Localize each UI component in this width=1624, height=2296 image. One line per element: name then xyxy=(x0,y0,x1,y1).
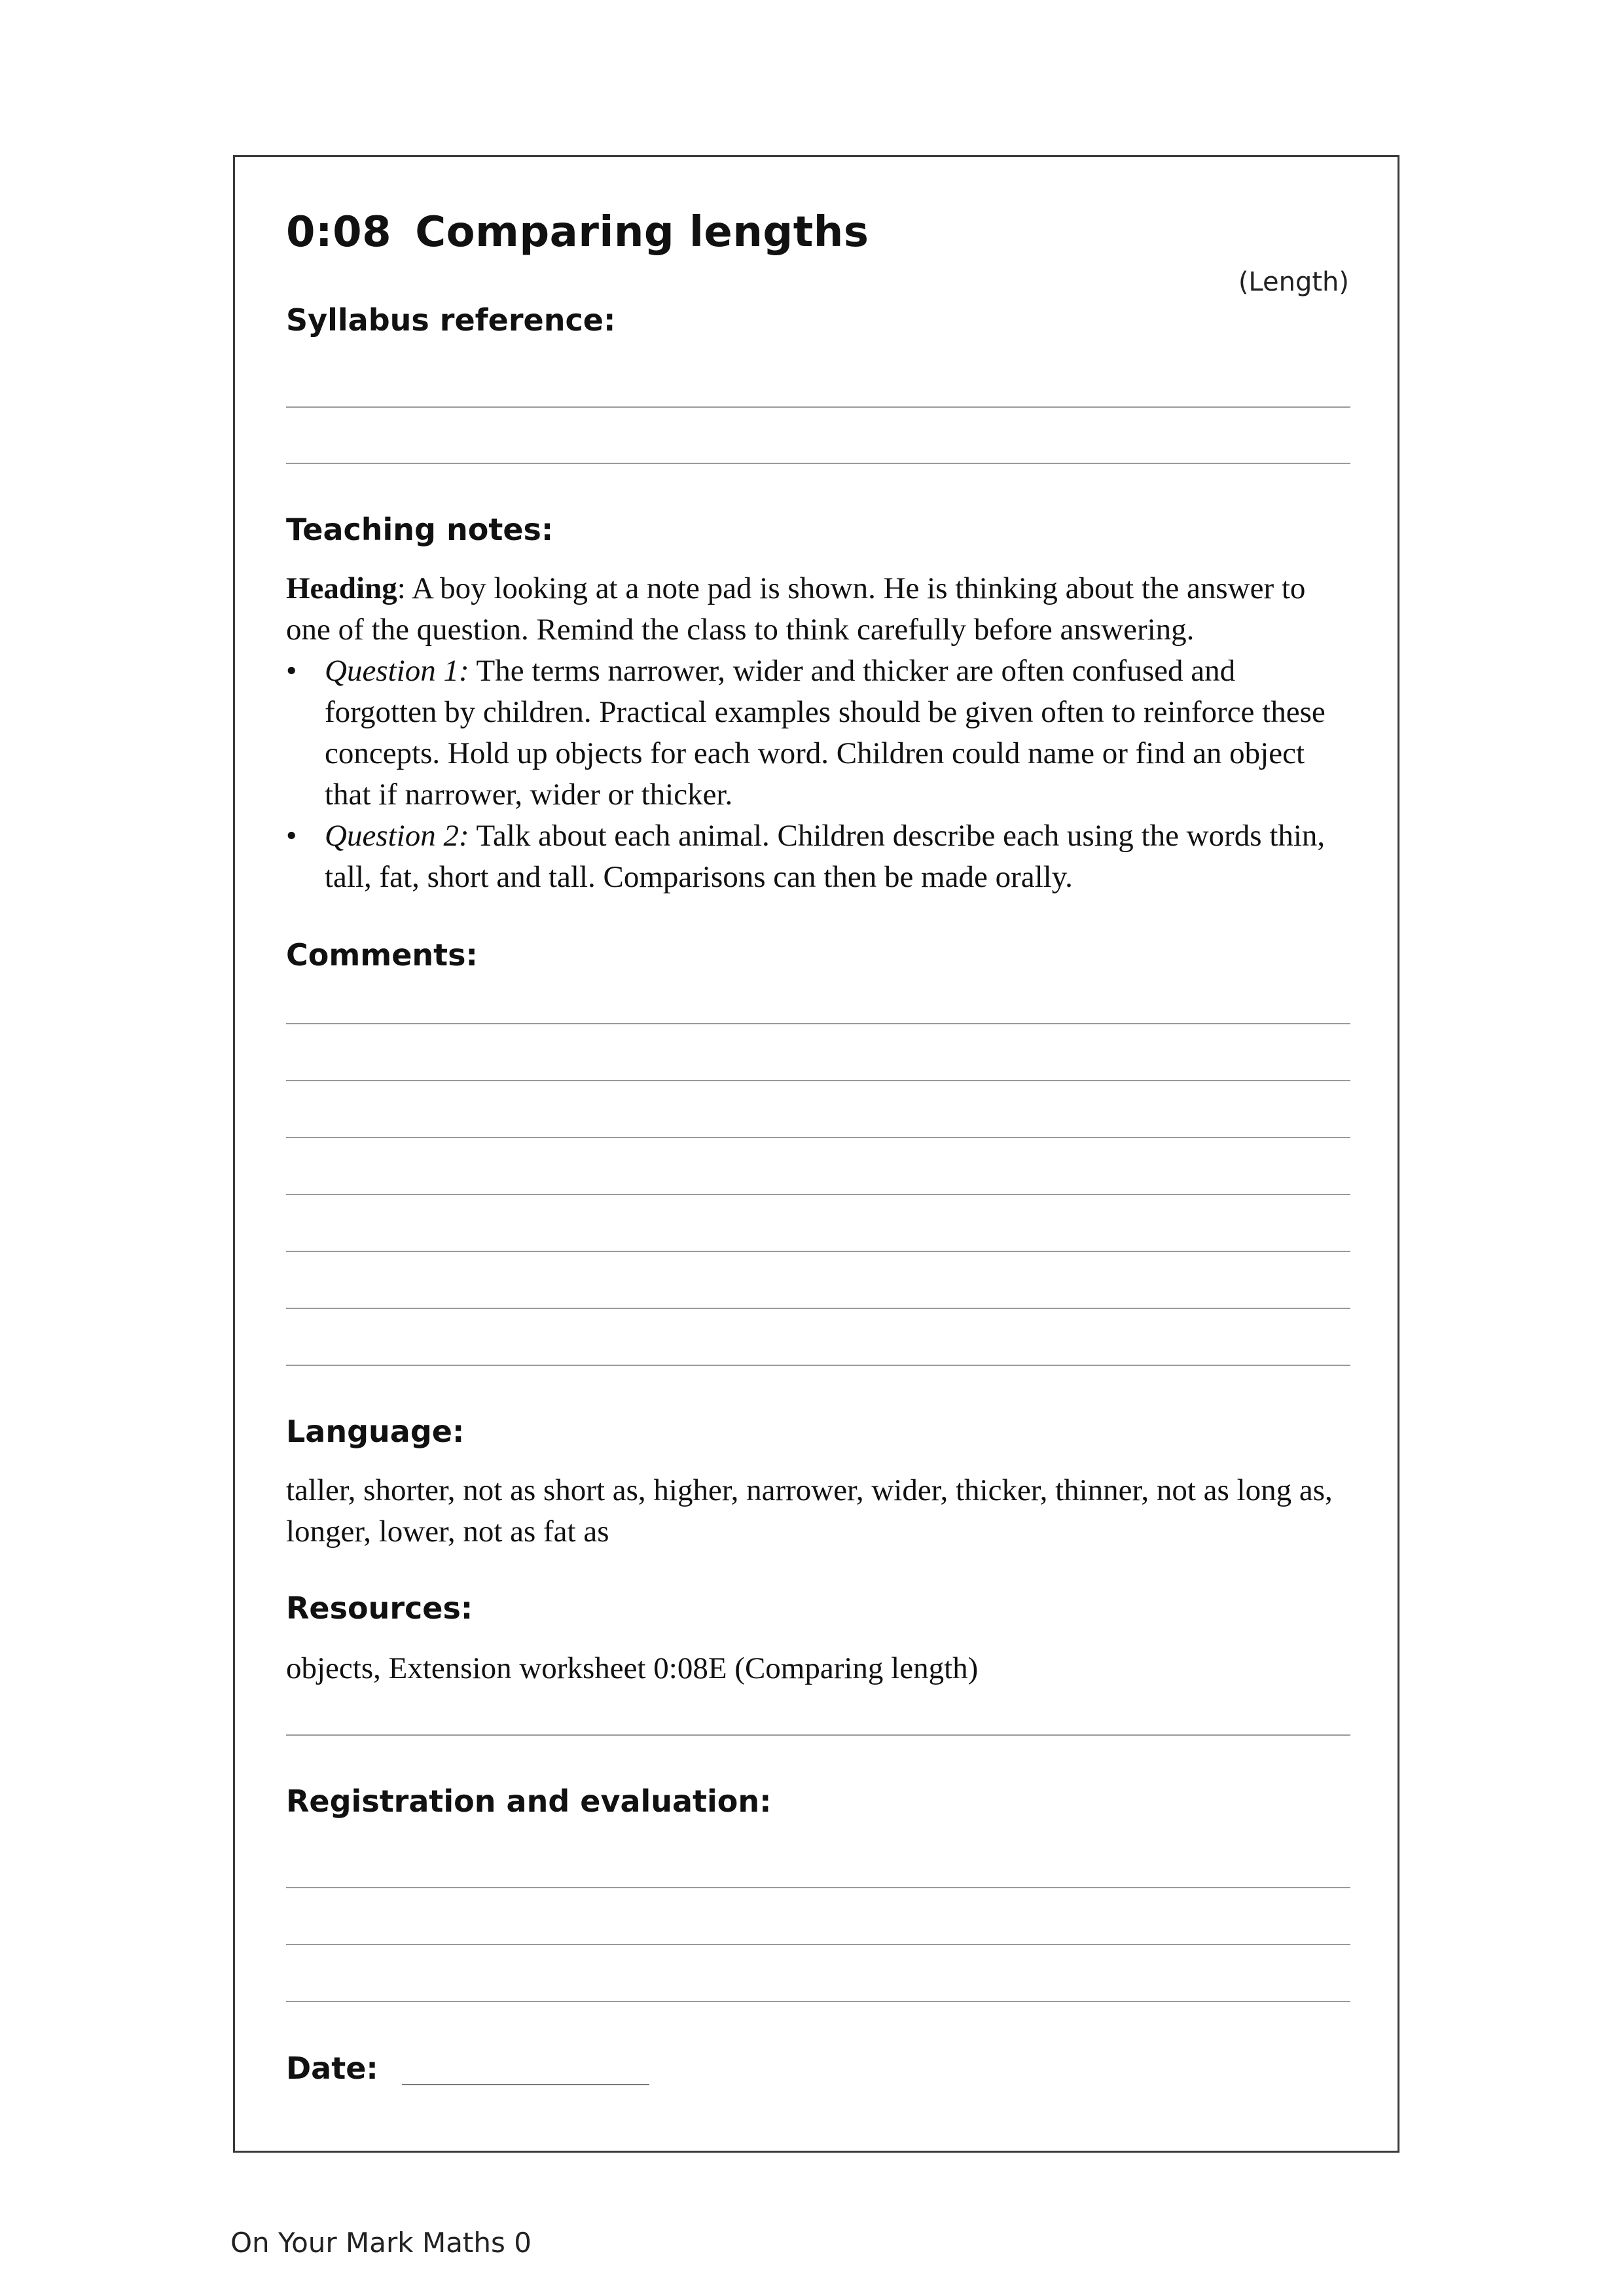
page-frame xyxy=(233,155,1399,2153)
question-label: Question 1: xyxy=(325,654,469,688)
teaching-notes-heading: Teaching notes: xyxy=(286,512,554,547)
teaching-notes-body xyxy=(286,568,1353,898)
intro-text: : A boy looking at a note pad is shown. He is thinking about the answer to one of the question. Remind the class to think carefully before answering. xyxy=(286,571,1306,647)
comments-line-5[interactable] xyxy=(286,1251,1350,1252)
list-item xyxy=(286,651,1353,816)
list-item xyxy=(286,816,1353,898)
bullet-icon: • xyxy=(286,819,297,853)
resources-line[interactable] xyxy=(286,1734,1350,1736)
teaching-notes-intro xyxy=(286,568,1353,651)
question-label: Question 2: xyxy=(325,819,469,853)
comments-heading: Comments: xyxy=(286,937,478,973)
comments-line-1[interactable] xyxy=(286,1023,1350,1024)
comments-line-6[interactable] xyxy=(286,1308,1350,1309)
teaching-notes-list xyxy=(286,651,1353,898)
syllabus-heading: Syllabus reference: xyxy=(286,302,616,338)
syllabus-line-2[interactable] xyxy=(286,463,1350,464)
registration-line-3[interactable] xyxy=(286,2001,1350,2002)
lesson-code: 0:08 xyxy=(286,208,392,257)
intro-bold: Heading xyxy=(286,571,397,605)
footer-text: On Your Mark Maths 0 xyxy=(230,2227,532,2259)
resources-heading: Resources: xyxy=(286,1590,473,1626)
comments-line-7[interactable] xyxy=(286,1365,1350,1366)
registration-line-1[interactable] xyxy=(286,1887,1350,1888)
comments-line-4[interactable] xyxy=(286,1194,1350,1195)
comments-line-2[interactable] xyxy=(286,1080,1350,1081)
comments-line-3[interactable] xyxy=(286,1137,1350,1138)
resources-text: objects, Extension worksheet 0:08E (Comparing length) xyxy=(286,1651,979,1685)
question-text: Talk about each animal. Children describe each using the words thin, tall, fat, short and tall. Comparisons can then be made orally. xyxy=(325,819,1326,894)
page-title xyxy=(286,208,869,257)
registration-heading: Registration and evaluation: xyxy=(286,1784,772,1819)
lesson-title: Comparing lengths xyxy=(415,208,869,257)
syllabus-line-1[interactable] xyxy=(286,406,1350,408)
language-text: taller, shorter, not as short as, higher, narrower, wider, thicker, thinner, not as long as, longer, lower, not as fat as xyxy=(286,1473,1333,1549)
registration-line-2[interactable] xyxy=(286,1944,1350,1945)
date-label: Date: xyxy=(286,2051,378,2086)
question-text: The terms narrower, wider and thicker are often confused and forgotten by children. Practical examples should be given often to reinforce these concepts. Hold up objects for each word. Children could name or find an object that if narrower, wider or thicker. xyxy=(325,654,1326,812)
bullet-icon: • xyxy=(286,654,297,688)
language-heading: Language: xyxy=(286,1414,465,1449)
date-field-line[interactable] xyxy=(402,2084,649,2085)
topic-label: (Length) xyxy=(1238,267,1349,297)
